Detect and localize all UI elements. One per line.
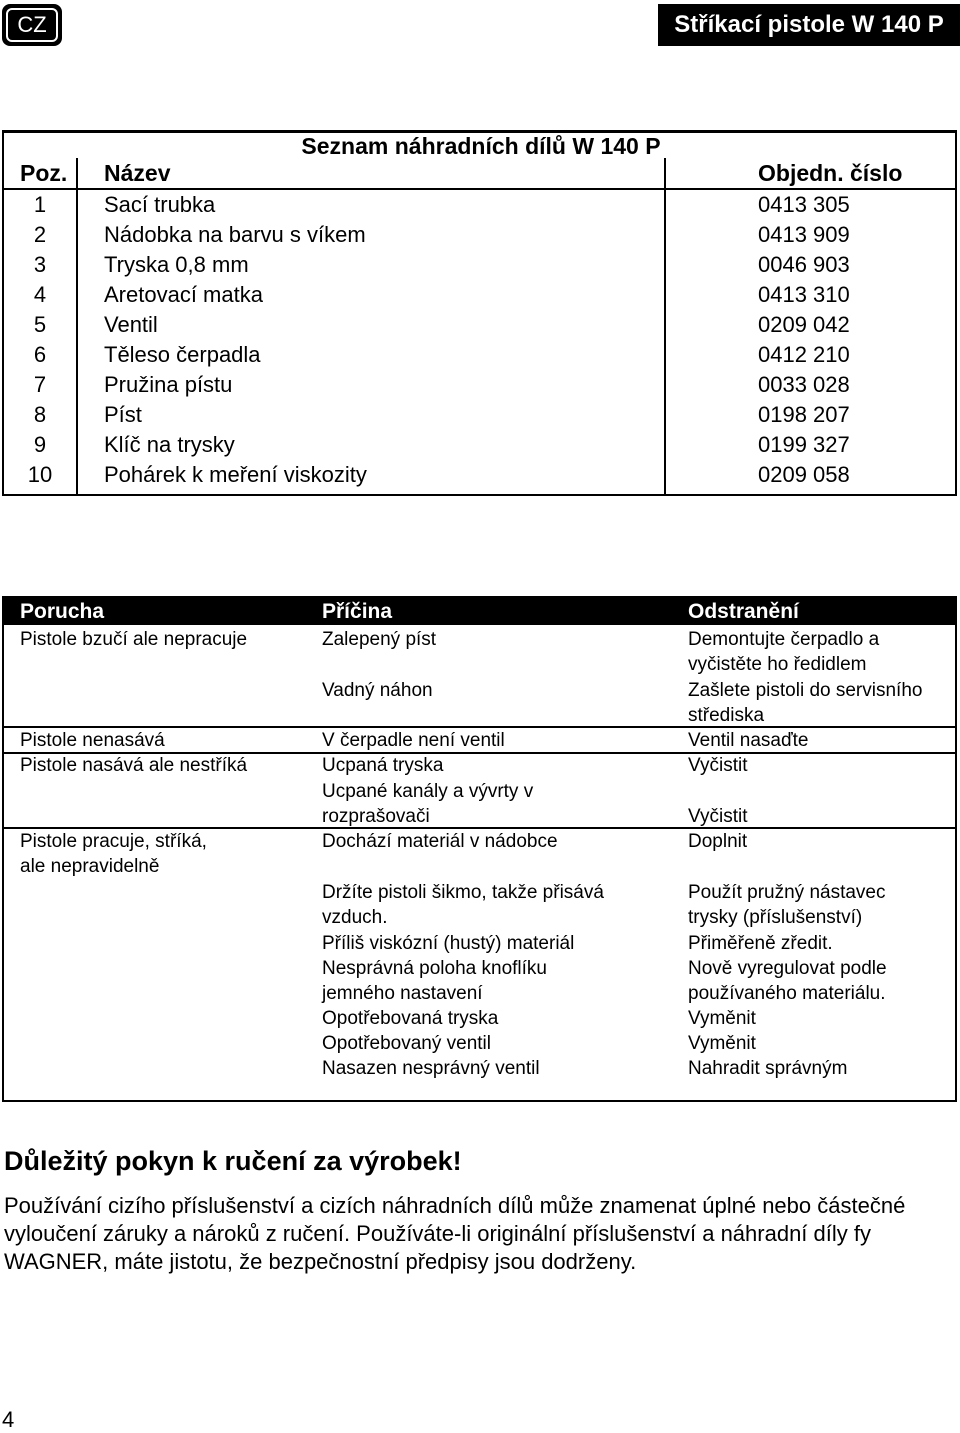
cause-text: rozprašovači — [322, 806, 430, 827]
part-number: 0046 903 — [758, 252, 850, 277]
fault-text: Pistole nasává ale nestříká — [20, 755, 248, 776]
document-title: Stříkací pistole W 140 P — [658, 4, 960, 46]
cause-text: Ucpané kanály a vývrty v — [322, 781, 534, 802]
table-row — [4, 340, 955, 370]
language-badge — [2, 4, 62, 46]
remedy-text: trysky (příslušenství) — [688, 907, 863, 928]
cause-text: Držíte pistoli šikmo, takže přisává — [322, 882, 604, 903]
remedy-text: Nahradit správným — [688, 1058, 848, 1079]
table-row — [4, 280, 955, 310]
cause-text: Opotřebovaný ventil — [322, 1033, 491, 1054]
part-name: Sací trubka — [104, 192, 216, 217]
cause-text: Vadný náhon — [322, 680, 433, 701]
cause-text: Nasazen nesprávný ventil — [322, 1058, 540, 1079]
part-pos: 2 — [33, 222, 47, 247]
troubleshooting-header — [4, 598, 955, 625]
cause-text: Zalepený píst — [322, 629, 437, 650]
fault-text: Pistole nenasává — [20, 730, 165, 751]
cause-text: Dochází materiál v nádobce — [322, 831, 558, 852]
part-pos: 5 — [33, 312, 47, 337]
table-row — [4, 220, 955, 250]
part-name: Aretovací matka — [104, 282, 263, 307]
part-number: 0412 210 — [758, 342, 850, 367]
part-pos: 6 — [33, 342, 47, 367]
cause-text: vzduch. — [322, 907, 388, 928]
part-pos: 3 — [33, 252, 47, 277]
part-name: Těleso čerpadla — [104, 342, 261, 367]
troubleshooting-table — [2, 596, 957, 1102]
warranty-notice-title: Důležitý pokyn k ručení za výrobek! — [4, 1146, 462, 1176]
part-number: 0198 207 — [758, 402, 850, 427]
parts-table-header — [4, 158, 955, 188]
table-row — [4, 400, 955, 430]
cause-text: Opotřebovaná tryska — [322, 1008, 499, 1029]
part-number: 0209 058 — [758, 462, 850, 487]
col-header-fault: Porucha — [20, 600, 105, 623]
remedy-text: Demontujte čerpadlo a — [688, 629, 880, 650]
table-row — [4, 190, 955, 220]
remedy-text: Doplnit — [688, 831, 748, 852]
remedy-text: vyčistěte ho ředidlem — [688, 654, 867, 675]
part-number: 0199 327 — [758, 432, 850, 457]
part-name: Píst — [104, 402, 142, 427]
table-row — [4, 460, 955, 490]
remedy-text: používaného materiálu. — [688, 983, 886, 1004]
page-number: 4 — [2, 1407, 15, 1432]
part-name: Klíč na trysky — [104, 432, 235, 457]
part-number: 0413 305 — [758, 192, 850, 217]
col-header-pos: Poz. — [20, 160, 68, 186]
part-pos: 7 — [33, 372, 47, 397]
part-name: Pohárek k meření viskozity — [104, 462, 367, 487]
remedy-text: Použít pružný nástavec — [688, 882, 886, 903]
warranty-notice-text: Používání cizího příslušenství a cizích náhradních dílů může znamenat úplné nebo částečné vyloučení záruky a nároků z ručení. Používáte-li originální příslušenství a náhradní díly fy WAGNER, máte jistotu, že bezpečnostní předpisy jsou dodrženy. — [4, 1193, 906, 1274]
table-row — [4, 250, 955, 280]
part-number: 0033 028 — [758, 372, 850, 397]
remedy-text: Nově vyregulovat podle — [688, 958, 887, 979]
table-row — [4, 430, 955, 460]
part-pos: 4 — [33, 282, 47, 307]
part-number: 0209 042 — [758, 312, 850, 337]
remedy-text: Vyčistit — [688, 806, 748, 827]
cause-text: V čerpadle není ventil — [322, 730, 505, 751]
part-number: 0413 310 — [758, 282, 850, 307]
part-pos: 9 — [33, 432, 47, 457]
cause-text: Nesprávná poloha knoflíku — [322, 958, 547, 979]
col-header-cause: Příčina — [322, 600, 393, 623]
fault-text: ale nepravidelně — [20, 856, 160, 877]
remedy-text: Přiměřeně zředit. — [688, 933, 833, 954]
col-header-name: Název — [104, 160, 171, 186]
part-name: Nádobka na barvu s víkem — [104, 222, 366, 247]
fault-text: Pistole bzučí ale nepracuje — [20, 629, 248, 650]
table-row — [4, 370, 955, 400]
remedy-text: Vyměnit — [688, 1033, 756, 1054]
fault-text: Pistole pracuje, stříká, — [20, 831, 207, 852]
remedy-text: Vyčistit — [688, 755, 748, 776]
remedy-text: Vyměnit — [688, 1008, 756, 1029]
parts-table-title: Seznam náhradních dílů W 140 P — [301, 133, 661, 159]
part-pos: 8 — [33, 402, 47, 427]
cause-text: Příliš viskózní (hustý) materiál — [322, 933, 575, 954]
parts-table — [2, 132, 957, 496]
cause-text: jemného nastavení — [322, 983, 483, 1004]
part-name: Pružina pístu — [104, 372, 233, 397]
col-header-order-number: Objedn. číslo — [758, 160, 903, 186]
part-name: Ventil — [104, 312, 158, 337]
part-pos: 1 — [33, 192, 47, 217]
remedy-text: Zašlete pistoli do servisního — [688, 680, 923, 701]
remedy-text: Ventil nasaďte — [688, 730, 809, 751]
table-row — [4, 310, 955, 340]
col-header-remedy: Odstranění — [688, 600, 799, 623]
part-pos: 10 — [27, 462, 53, 487]
part-number: 0413 909 — [758, 222, 850, 247]
remedy-text: střediska — [688, 705, 765, 726]
cause-text: Ucpaná tryska — [322, 755, 444, 776]
part-name: Tryska 0,8 mm — [104, 252, 249, 277]
language-code: CZ — [6, 8, 58, 42]
